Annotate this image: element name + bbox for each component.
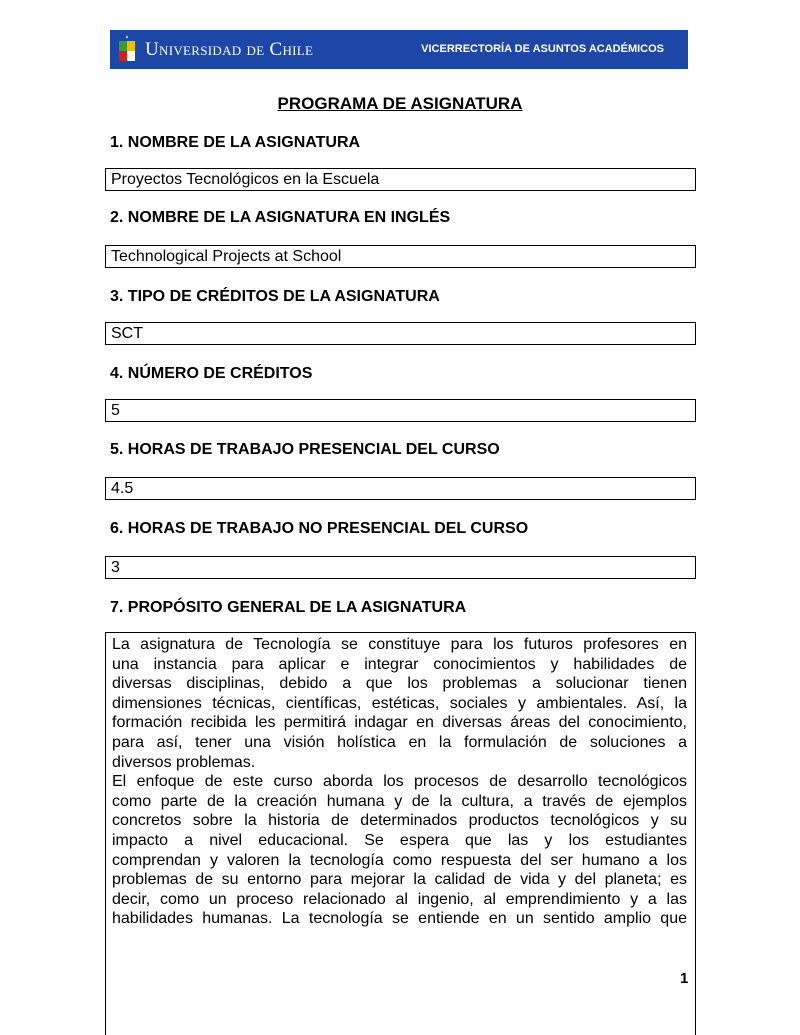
presential-hours-field: 4.5 bbox=[105, 477, 696, 500]
purpose-text-line: decir, como un proceso relacionado al ingenio, al emprendimiento y a las bbox=[112, 890, 687, 908]
purpose-text-box bbox=[105, 632, 696, 1035]
credits-field: 5 bbox=[105, 399, 696, 422]
purpose-text-line: dimensiones técnicas, científicas, estéticas, sociales y ambientales. Así, la bbox=[112, 694, 687, 712]
non-presential-hours-field: 3 bbox=[105, 556, 696, 579]
credit-type-field: SCT bbox=[105, 322, 696, 345]
section-heading: 6. HORAS DE TRABAJO NO PRESENCIAL DEL CURSO bbox=[110, 520, 529, 537]
section-heading: 4. NÚMERO DE CRÉDITOS bbox=[110, 365, 313, 382]
purpose-text-line: como parte de la creación humana y de la cultura, a través de ejemplos bbox=[112, 792, 687, 810]
office-name: VICERRECTORÍA DE ASUNTOS ACADÉMICOS bbox=[421, 43, 664, 55]
purpose-text-line: diversas disciplinas, debido a que los problemas a solucionar tienen bbox=[112, 675, 687, 693]
course-name-english-field: Technological Projects at School bbox=[105, 245, 696, 268]
section-heading: 2. NOMBRE DE LA ASIGNATURA EN INGLÉS bbox=[110, 209, 451, 226]
section-heading: 5. HORAS DE TRABAJO PRESENCIAL DEL CURSO bbox=[110, 441, 500, 458]
purpose-text-line: El enfoque de este curso aborda los procesos de desarrollo tecnológicos bbox=[112, 773, 687, 791]
purpose-text-line: La asignatura de Tecnología se constituye para los futuros profesores en bbox=[112, 636, 687, 653]
university-crest-logo bbox=[118, 35, 136, 65]
purpose-text-line: diversos problemas. bbox=[112, 753, 256, 771]
purpose-text-line: formación recibida les permitirá indagar en diversas áreas del conocimiento, bbox=[112, 714, 687, 732]
section-heading: 7. PROPÓSITO GENERAL DE LA ASIGNATURA bbox=[110, 599, 467, 616]
purpose-text-line: para así, tener una visión holística en la formulación de soluciones a bbox=[112, 733, 687, 751]
page-number: 1 bbox=[680, 970, 689, 987]
purpose-text-line: problemas de su entorno para mejorar la calidad de vida y del planeta; es bbox=[112, 871, 687, 889]
page-title: PROGRAMA DE ASIGNATURA bbox=[277, 94, 523, 113]
purpose-text-line: habilidades humanas. La tecnología se entiende en un sentido amplio que bbox=[112, 910, 687, 928]
course-name-field: Proyectos Tecnológicos en la Escuela bbox=[105, 168, 696, 191]
university-name: Universidad de Chile bbox=[145, 39, 314, 60]
purpose-text-line: concretos sobre la historia de determinados productos tecnológicos y su bbox=[112, 812, 687, 830]
header-banner bbox=[110, 30, 688, 69]
purpose-text-line: impacto a nivel educacional. Se espera que las y los estudiantes bbox=[112, 831, 687, 849]
section-heading: 1. NOMBRE DE LA ASIGNATURA bbox=[110, 134, 361, 151]
section-heading: 3. TIPO DE CRÉDITOS DE LA ASIGNATURA bbox=[110, 288, 440, 305]
purpose-text-line: comprendan y valoren la tecnología como respuesta del ser humano a los bbox=[112, 851, 687, 869]
purpose-text-line: una instancia para aplicar e integrar conocimientos y habilidades de bbox=[112, 655, 687, 673]
